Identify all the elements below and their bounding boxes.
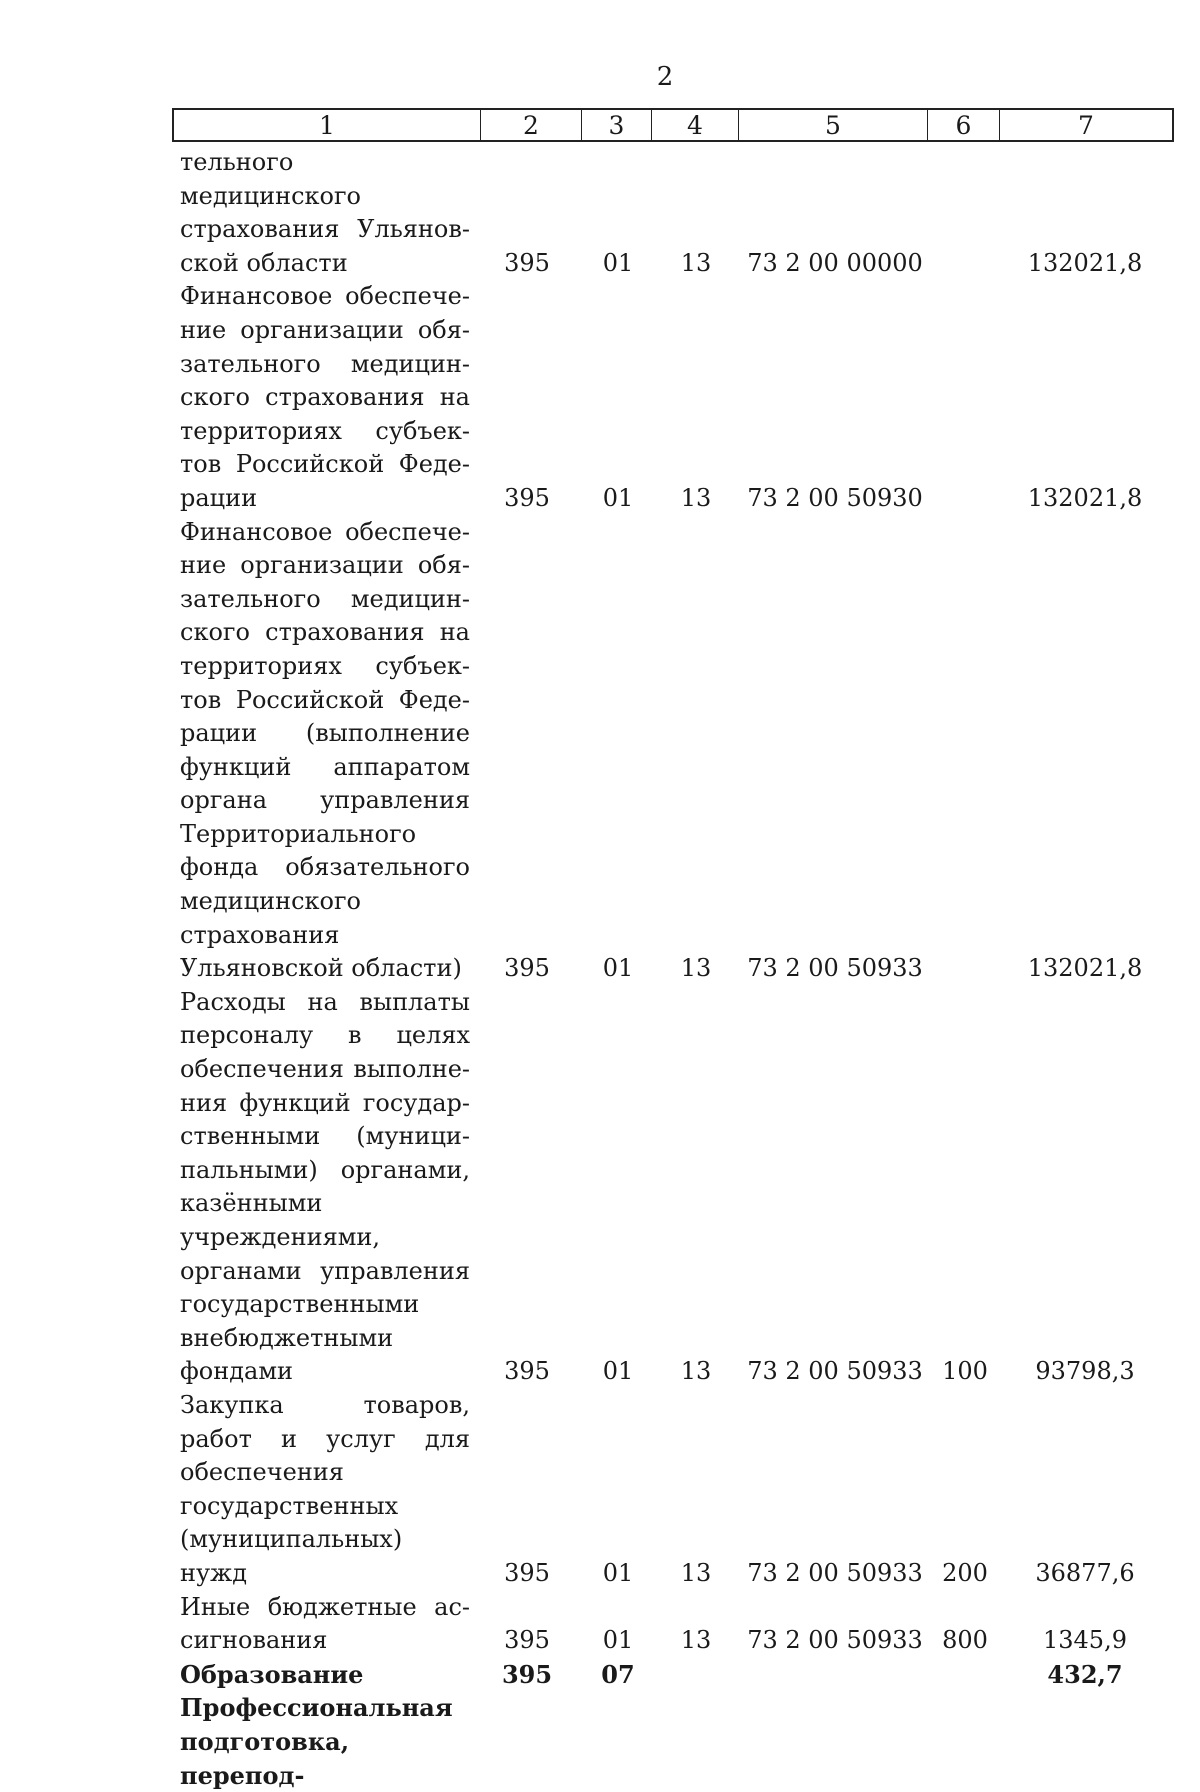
row-description: Профессиональная подготовка, перепод- — [180, 1693, 453, 1790]
row-subsection-code: 13 — [680, 954, 712, 983]
row-ministry-code: 395 — [504, 954, 550, 983]
row-description: тельного медицинского страхования Ульяновской области — [180, 148, 470, 277]
row-ministry-code: 395 — [504, 1626, 550, 1655]
row-amount: 93798,3 — [1035, 1357, 1135, 1386]
row-target-article: 73 2 00 50930 — [747, 483, 923, 512]
header-col-4: 4 — [652, 110, 739, 140]
row-target-article: 73 2 00 50933 — [747, 1626, 923, 1655]
table-row — [180, 1591, 1170, 1658]
row-amount: 132021,8 — [1027, 248, 1143, 277]
row-section-code: 01 — [602, 1626, 634, 1655]
row-target-article: 73 2 00 50933 — [747, 1558, 923, 1587]
row-target-article: 73 2 00 50933 — [747, 1357, 923, 1386]
table-row — [180, 516, 1170, 986]
row-target-article: 73 2 00 00000 — [747, 248, 923, 277]
row-amount: 132021,8 — [1027, 483, 1143, 512]
row-description: Закупка товаров, работ и услуг для обеспечения государственных (муниципальных) нужд — [180, 1390, 470, 1587]
row-section-code: 01 — [602, 954, 634, 983]
table-row — [180, 280, 1170, 515]
row-subsection-code: 13 — [680, 248, 712, 277]
row-section-code: 01 — [602, 1558, 634, 1587]
row-amount: 132021,8 — [1027, 954, 1143, 983]
row-section-code: 01 — [602, 483, 634, 512]
budget-table-body — [180, 146, 1170, 1792]
table-row — [180, 1389, 1170, 1591]
row-description: Расходы на выплаты персоналу в целях обеспечения выполнения функций государственными (муниципальными) органами, казёнными учреждениями, органами управления государственными внебюджетными фондами — [180, 987, 470, 1386]
table-row-section — [180, 1658, 1170, 1692]
page-number: 2 — [656, 62, 674, 92]
row-subsection-code: 13 — [680, 1626, 712, 1655]
row-ministry-code: 395 — [504, 1357, 550, 1386]
row-expense-type: 100 — [942, 1357, 988, 1386]
row-subsection-code: 13 — [680, 1357, 712, 1386]
row-section-code: 07 — [601, 1659, 635, 1689]
row-expense-type: 200 — [942, 1558, 988, 1587]
row-description: Финансовое обеспечение организации обязательного медицинского страхования на территориях субъектов Российской Федерации — [180, 282, 470, 512]
row-description: Образование — [180, 1659, 364, 1689]
row-amount: 432,7 — [1047, 1659, 1123, 1689]
header-col-5: 5 — [739, 110, 928, 140]
table-row — [180, 146, 1170, 280]
row-ministry-code: 395 — [504, 248, 550, 277]
row-ministry-code: 395 — [504, 1558, 550, 1587]
row-subsection-code: 13 — [680, 483, 712, 512]
row-subsection-code: 13 — [680, 1558, 712, 1587]
row-section-code: 01 — [602, 248, 634, 277]
header-col-7: 7 — [1078, 110, 1094, 140]
row-description: Финансовое обеспечение организации обязательного медицинского страхования на территориях субъектов Российской Федерации (выполнение функций аппаратом органа управления Территориального фонда обязательного медицинского страхования Ульяновской области) — [180, 517, 470, 983]
header-col-6: 6 — [928, 110, 1000, 140]
header-col-1: 1 — [174, 110, 481, 140]
row-description: Иные бюджетные ассигнования — [180, 1592, 470, 1655]
row-expense-type: 800 — [942, 1626, 988, 1655]
row-ministry-code: 395 — [501, 1659, 553, 1689]
row-section-code: 01 — [602, 1357, 634, 1386]
row-amount: 1345,9 — [1043, 1626, 1127, 1655]
header-col-3: 3 — [582, 110, 652, 140]
header-col-2: 2 — [481, 110, 582, 140]
table-row — [180, 986, 1170, 1389]
row-ministry-code: 395 — [504, 483, 550, 512]
row-amount: 36877,6 — [1035, 1558, 1135, 1587]
table-row-subsection — [180, 1691, 1170, 1792]
table-header — [172, 108, 1174, 142]
row-target-article: 73 2 00 50933 — [747, 954, 923, 983]
